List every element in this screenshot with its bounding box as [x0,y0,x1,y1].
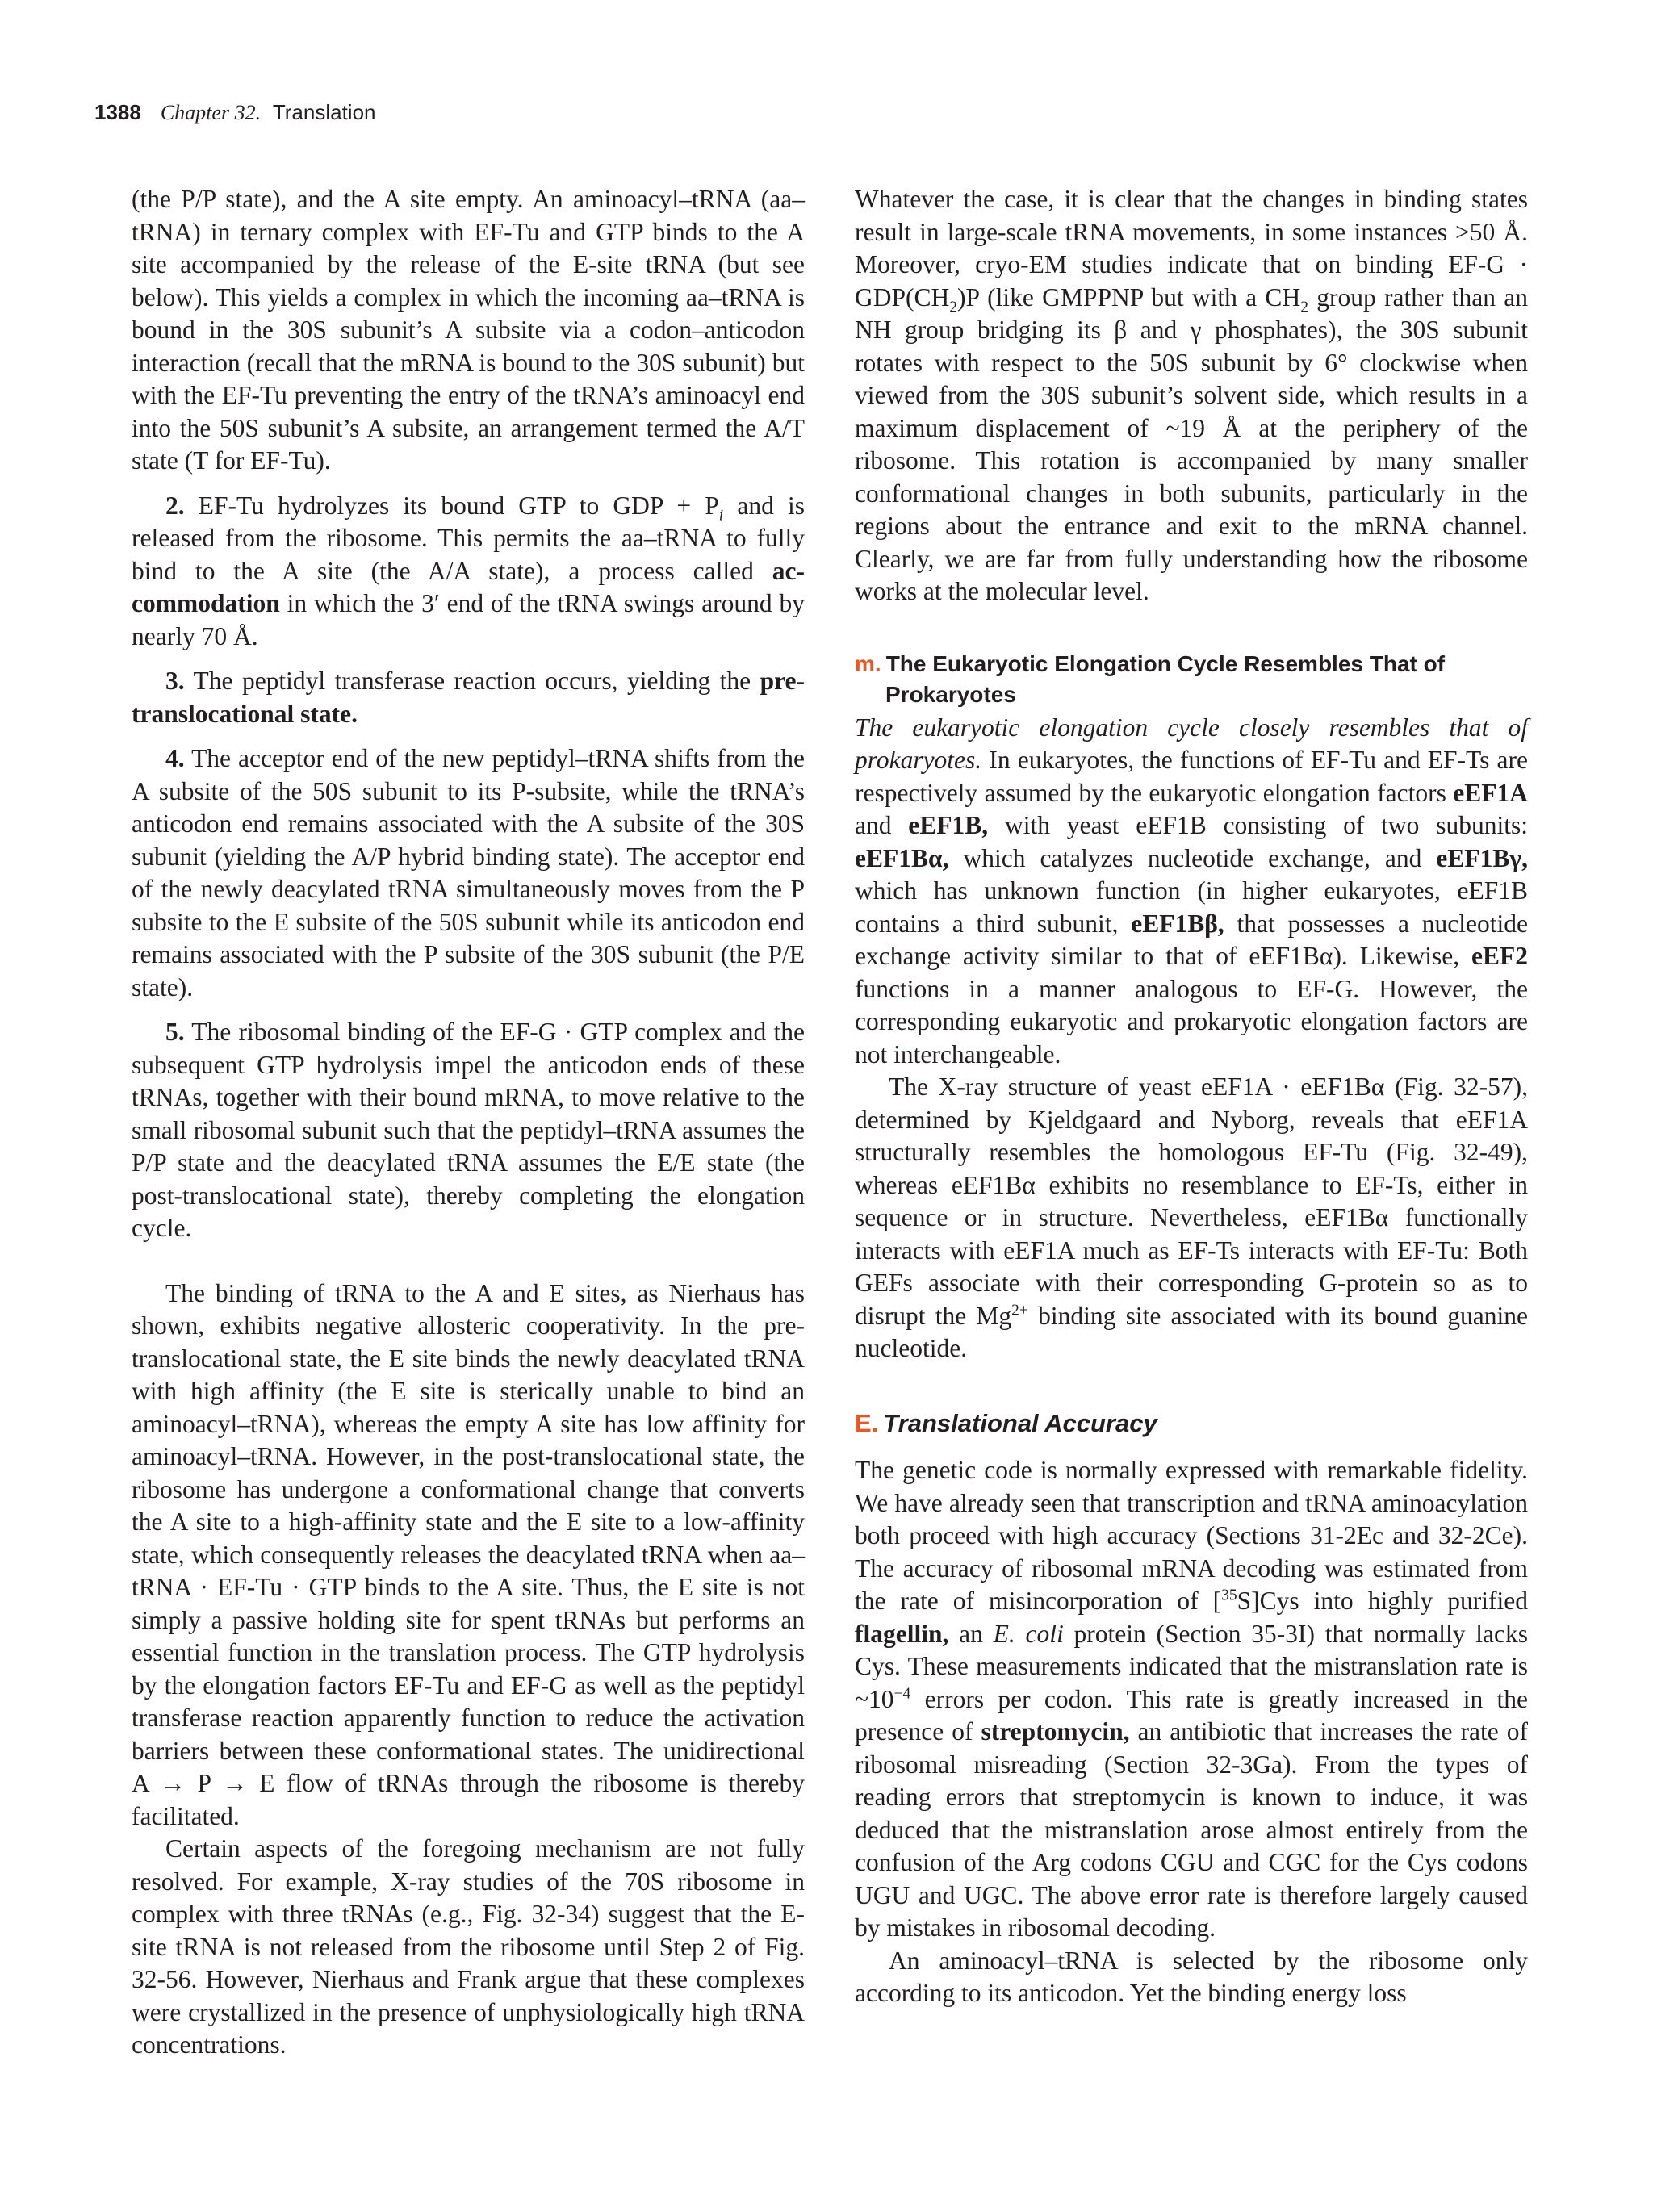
paragraph: The X-ray structure of yeast eEF1A · eEF1Bα (Fig. 32-57), determined by Kjeldgaard and Nyborg, reveals that eEF1A structurally resembles the homologous EF-Tu (Fig. 32-49), whereas eEF1Bα exhibits no resemblance to EF-Ts, either in sequence or in structure. Nevertheless, eEF1Bα functionally interacts with eEF1A much as EF-Ts interacts with EF-Tu: Both GEFs associate with their corresponding G-protein so as to disrupt the $Mg^{2+}$ binding site associated with its bound guanine nucleotide. [855,1073,1529,1362]
section-heading-m [855,649,1528,710]
paragraph: The binding of tRNA to the A and E sites, as Nierhaus has shown, exhibits negative allosteric cooperativity. In the pre-translocational state, the E site binds the newly deacylated tRNA with high affinity (the E site is sterically unable to bind an aminoacyl–tRNA), whereas the empty A site has low affinity for aminoacyl–tRNA. However, in the post-translocational state, the ribosome has undergone a conformational change that converts the A site to a high-affinity state and the E site to a low-affinity state, which consequently releases the deacylated tRNA when aa–tRNA · EF-Tu · GTP binds to the A site. Thus, the E site is not simply a passive holding site for spent tRNAs but performs an essential function in the translation process. The GTP hydrolysis by the elongation factors EF-Tu and EF-G as well as the peptidyl transferase reaction apparently function to reduce the activation barriers between these conformational states. The unidirectional A → P → E flow of tRNAs through the ribosome is thereby facilitated. [132,1278,805,1830]
step-number: 4. [165,744,185,772]
key-term: accommodation [132,556,805,617]
step-number: 2. [165,491,185,520]
step-2: 2. EF-Tu hydrolyzes its bound GTP to GDP + $P_i$ and is released from the ribosome. This permits the aa–tRNA to fully bind to the A site (the A/A state), a process called accommodation in which the 3′ end of the tRNA swings around by nearly 70 Å. [132,491,805,650]
step-4: 4. The acceptor end of the new peptidyl–tRNA shifts from the A subsite of the 50S subunit to its P-subsite, while the tRNA’s anticodon end remains associated with the A subsite of the 30S subunit (yielding the A/P hybrid binding state). The acceptor end of the newly deacylated tRNA simultaneously moves from the P subsite to the E subsite of the 50S subunit while its anticodon end remains associated with the P subsite of the 30S subunit (the P/E state). [132,744,805,1001]
key-term: pre-translocational state. [132,667,805,728]
page-number: 1388 [94,100,141,124]
step-number: 5. [165,1018,185,1046]
paragraph: Whatever the case, it is clear that the changes in binding states result in large-scale tRNA movements, in some instances >50 Å. Moreover, cryo-EM studies indicate that on binding $EF-G \cdot GDP(CH_2)P$ (like GMPPNP but with a $CH_2$ group rather than an NH group bridging its β and γ phosphates), the 30S subunit rotates with respect to the 50S subunit by 6° clockwise when viewed from the 30S subunit’s solvent side, which results in a maximum displacement of ~19 Å at the periphery of the ribosome. This rotation is accompanied by many smaller conformational changes in both subunits, particularly in the regions about the entrance and exit to the mRNA channel. Clearly, we are far from fully understanding how the ribosome works at the molecular level. [855,185,1528,605]
right-column [855,183,1528,2010]
paragraph: The eukaryotic elongation cycle closely resembles that of prokaryotes. In eukaryotes, the functions of EF-Tu and EF-Ts are respectively assumed by the eukaryotic elongation factors eEF1A and eEF1B, with yeast eEF1B consisting of two subunits: eEF1Bα, which catalyzes nucleotide exchange, and eEF1Bγ, which has unknown function (in higher eukaryotes, eEF1B contains a third subunit, eEF1Bβ, that possesses a nucleotide exchange activity similar to that of eEF1Bα). Likewise, eEF2 functions in a manner analogous to EF-G. However, the corresponding eukaryotic and prokaryotic elongation factors are not interchangeable. [855,713,1528,1068]
section-label: E. [855,1408,879,1437]
paragraph: (the P/P state), and the A site empty. An aminoacyl–tRNA (aa–tRNA) in ternary complex with EF-Tu and GTP binds to the A site accompanied by the release of the E-site tRNA (but see below). This yields a complex in which the incoming aa–tRNA is bound in the 30S subunit’s A subsite via a codon–anticodon interaction (recall that the mRNA is bound to the 30S subunit) but with the EF-Tu preventing the entry of the tRNA’s aminoacyl end into the 50S subunit’s A subsite, an arrangement termed the A/T state (T for EF-Tu). [132,185,805,475]
paragraph: The genetic code is normally expressed with remarkable fidelity. We have already seen that transcription and tRNA aminoacylation both proceed with high accuracy (Sections 31-2Ec and 32-2Ce). The accuracy of ribosomal mRNA decoding was estimated from the rate of misincorporation of [$^{35}$S]Cys into highly purified flagellin, an E. coli protein (Section 35-3I) that normally lacks Cys. These measurements indicated that the mistranslation rate is $\sim 10^{-4}$ errors per codon. This rate is greatly increased in the presence of streptomycin, an antibiotic that increases the rate of ribosomal misreading (Section 32-3Ga). From the types of reading errors that streptomycin is known to induce, it was deduced that the mistranslation arose almost entirely from the confusion of the Arg codons CGU and CGC for the Cys codons UGU and UGC. The above error rate is therefore largely caused by mistakes in ribosomal decoding. [855,1456,1528,1942]
step-5: 5. The ribosomal binding of the EF-G · GTP complex and the subsequent GTP hydrolysis impel the anticodon ends of these tRNAs, together with their bound mRNA, to move relative to the small ribosomal subunit such that the peptidyl–tRNA assumes the P/P state and the deacylated tRNA assumes the E/E state (the post-translocational state), thereby completing the elongation cycle. [132,1018,805,1242]
section-title: The Eukaryotic Elongation Cycle Resembles That of Prokaryotes [885,650,1446,707]
chapter-title: Translation [272,100,376,124]
section-heading-E [855,1407,1528,1441]
paragraph: An aminoacyl–tRNA is selected by the ribosome only according to its anticodon. Yet the binding energy loss [855,1946,1528,2007]
step-number: 3. [165,667,185,695]
running-head [94,100,376,125]
chapter-label: Chapter 32. [160,101,262,124]
paragraph: Certain aspects of the foregoing mechanism are not fully resolved. For example, X-ray studies of the 70S ribosome in complex with three tRNAs (e.g., Fig. 32-34) suggest that the E-site tRNA is not released from the ribosome until Step 2 of Fig. 32-56. However, Nierhaus and Frank argue that these complexes were crystallized in the presence of unphysiologically high tRNA concentrations. [132,1834,805,2059]
section-label: m. [855,650,881,676]
section-title: Translational Accuracy [883,1408,1157,1437]
left-column [132,183,805,2062]
step-3: 3. The peptidyl transferase reaction occurs, yielding the pre-translocational state. [132,667,805,728]
